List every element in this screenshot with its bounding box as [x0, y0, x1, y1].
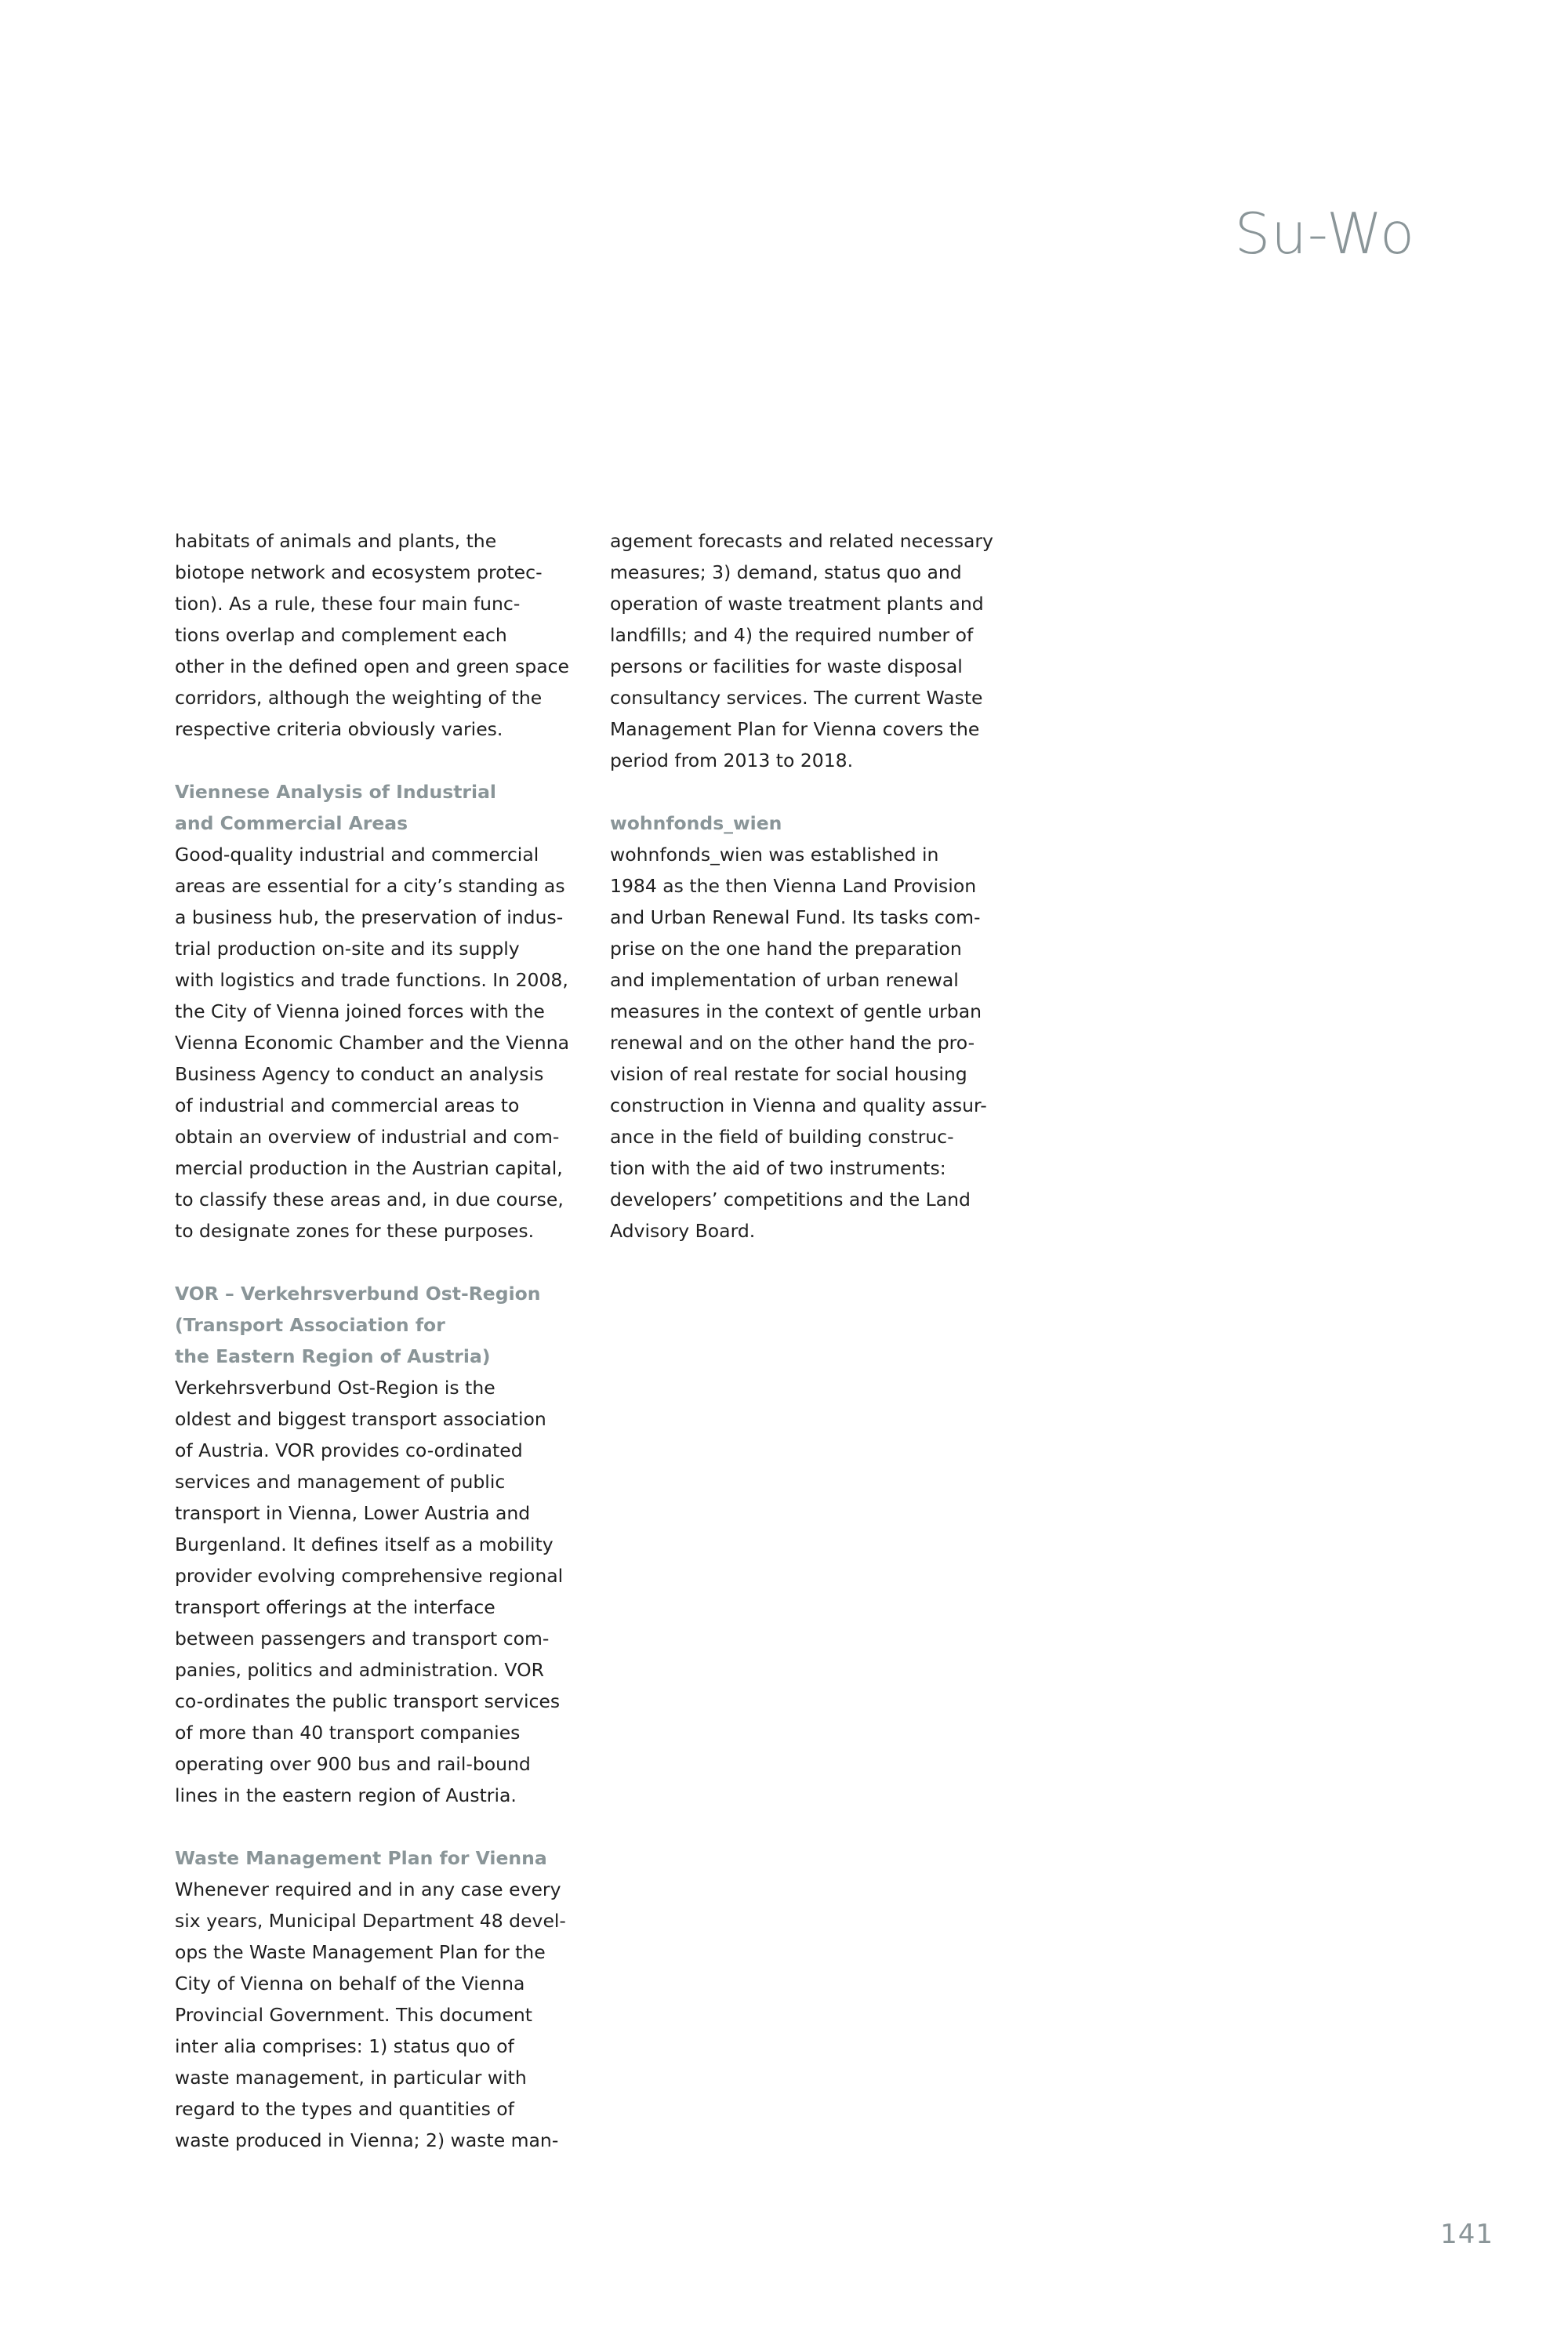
left-column	[175, 525, 586, 2156]
body-industrial-analysis: Good-quality industrial and commercial areas are essential for a city’s standing as a business hub, the preservation of indus- trial production on-site and its supply with logistics and trade functions. In 2008, the City of Vienna joined forces with the Vienna Economic Chamber and the Vienna Business Agency to conduct an analysis of industrial and commercial areas to obtain an overview of industrial and com- mercial production in the Austrian capital, to classify these areas and, in due course, to designate zones for these purposes.	[175, 844, 569, 1242]
body-vor: Verkehrsverbund Ost-Region is the oldest and biggest transport association of Austria. VOR provides co-ordinated services and management of public transport in Vienna, Lower Austria and Burgenland. It defines itself as a mobility provider evolving comprehensive regional transport offerings at the interface between passengers and transport com- panies, politics and administration. VOR co-ordinates the public transport services of more than 40 transport companies operating over 900 bus and rail-bound lines in the eastern region of Austria.	[175, 1377, 564, 1806]
paragraph-gap	[610, 776, 1022, 808]
page-number: 141	[1440, 2219, 1494, 2250]
body-waste-management: Whenever required and in any case every six years, Municipal Department 48 devel- ops the Waste Management Plan for the City of Vienna on behalf of the Vienna Provincial Government. This document inter alia comprises: 1) status quo of waste management, in particular with regard to the types and quantities of waste produced in Vienna; 2) waste man-	[175, 1878, 566, 2151]
heading-waste-management: Waste Management Plan for Vienna	[175, 1847, 547, 1869]
heading-wohnfonds: wohnfonds_wien	[610, 812, 782, 834]
heading-industrial-analysis: Viennese Analysis of Industrial and Commercial Areas	[175, 781, 496, 834]
paragraph-gap	[175, 1811, 586, 1842]
left-intro-paragraph: habitats of animals and plants, the biotope network and ecosystem protec- tion). As a rule, these four main func- tions overlap and complement each other in the defined open and green space corridors, although the weighting of the respective criteria obviously varies.	[175, 530, 570, 740]
right-column	[610, 525, 1022, 1247]
heading-vor: VOR – Verkehrsverbund Ost-Region (Transport Association for the Eastern Region of Austria)	[175, 1283, 541, 1367]
body-wohnfonds: wohnfonds_wien was established in 1984 as the then Vienna Land Provision and Urban Renewal Fund. Its tasks com- prise on the one hand the preparation and implementation of urban renewal measures in the context of gentle urban renewal and on the other hand the pro- vision of real restate for social housing construction in Vienna and quality assur- ance in the field of building construc- tion with the aid of two instruments: developers’ competitions and the Land Advisory Board.	[610, 844, 987, 1242]
right-intro-paragraph: agement forecasts and related necessary measures; 3) demand, status quo and operation of waste treatment plants and landfills; and 4) the required number of persons or facilities for waste disposal consultancy services. The current Waste Management Plan for Vienna covers the period from 2013 to 2018.	[610, 530, 993, 771]
section-title: Su-Wo	[1234, 201, 1415, 267]
paragraph-gap	[175, 745, 586, 776]
paragraph-gap	[175, 1247, 586, 1278]
